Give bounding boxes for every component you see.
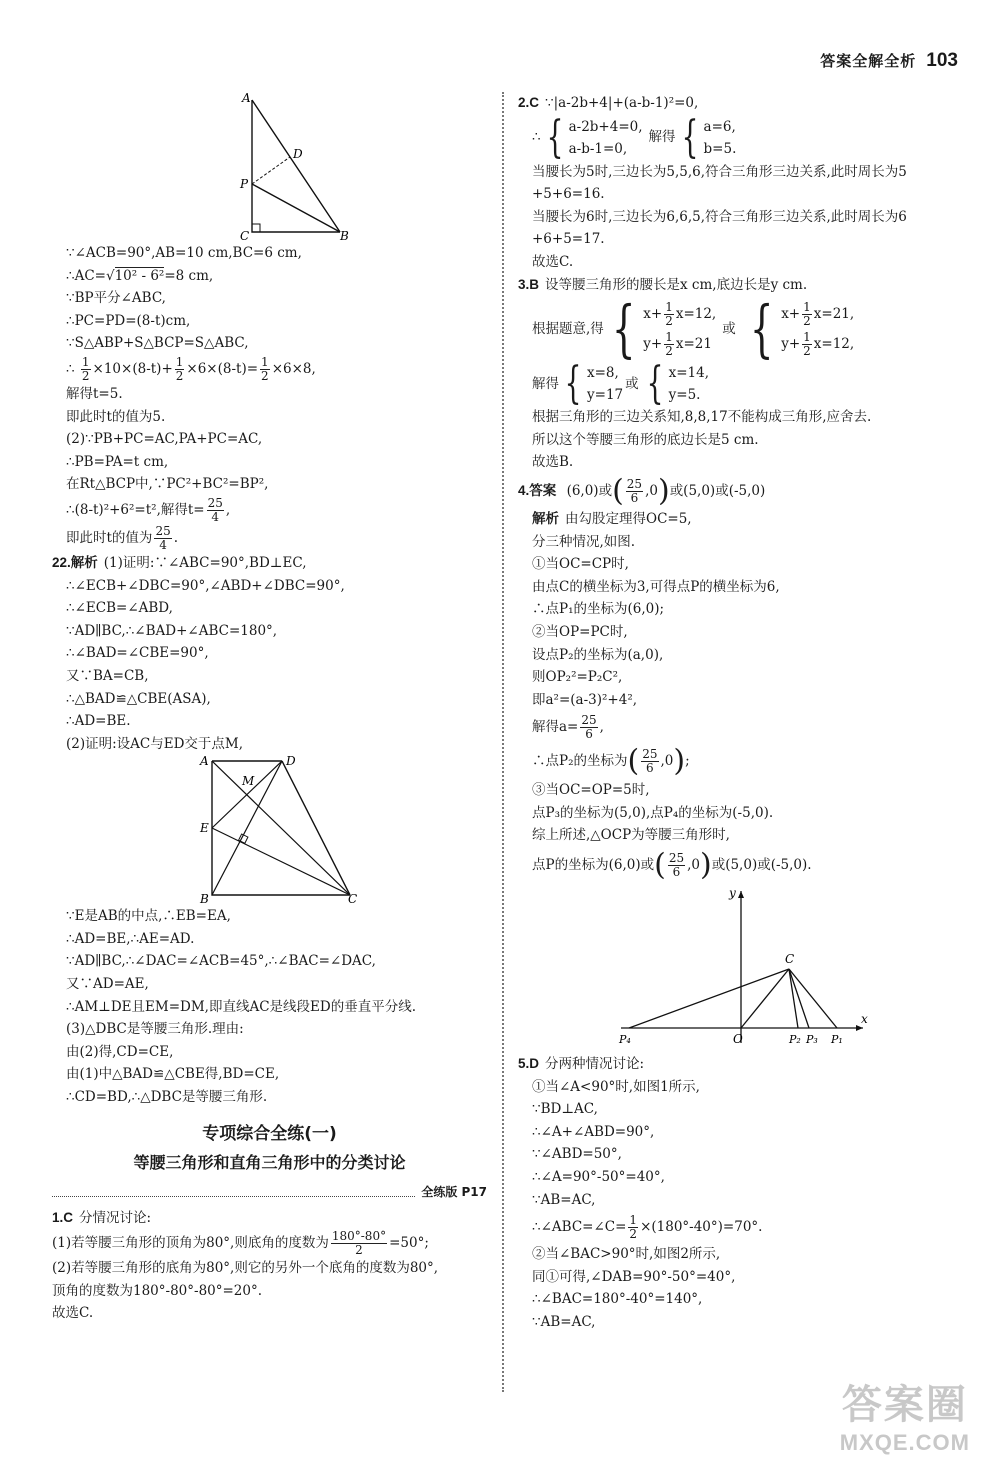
equation-lines: [781, 299, 854, 359]
equation: y=17: [587, 387, 624, 404]
text-line: ∵∠ABD=50°,: [532, 1146, 622, 1163]
text-line: 当腰长为6时,三边长为6,6,5,符合三角形三边关系,此时周长为6: [532, 208, 907, 225]
text-span: x+: [643, 306, 663, 323]
text-line: (2)证明:设AC与ED交于点M,: [66, 735, 244, 752]
fig3-label-p1: P₁: [831, 1033, 843, 1047]
sqrt-sign: √: [105, 267, 115, 284]
fig1-label-b: B: [339, 229, 349, 242]
text-line: +5+6=16.: [532, 186, 605, 203]
text-span: ∴点P₂的坐标为: [532, 753, 628, 770]
text-line: [52, 524, 487, 552]
text-span: (1)若等腰三角形的顶角为80°,则底角的度数为: [52, 1235, 329, 1252]
equation-lines: [643, 299, 716, 359]
fig2-label-m: M: [242, 774, 255, 789]
equation: [781, 299, 854, 329]
equation: a-b-1=0,: [568, 140, 628, 157]
frac-numerator: 25: [155, 523, 171, 538]
frac-numerator: 1: [665, 300, 673, 315]
text-span: ×6×(8-t)=: [186, 360, 259, 377]
text-line: ∵S△ABP+S△BCP=S△ABC,: [66, 335, 249, 352]
text-line: ∵BD⊥AC,: [532, 1101, 598, 1118]
text-line: ∵E是AB的中点,∴EB=EA,: [66, 908, 231, 925]
text-line: ∴AD=BE,∴AE=AD.: [66, 930, 195, 947]
fig3-label-y: y: [729, 886, 736, 901]
fraction: [641, 748, 658, 775]
fig2-label-d: D: [286, 755, 296, 769]
text-line: ②当∠BAC>90°时,如图2所示,: [532, 1246, 721, 1263]
text-line: ∵AD∥BC,∴∠DAC=∠ACB=45°,∴∠BAC=∠DAC,: [66, 953, 376, 970]
frac-denominator: 2: [665, 314, 673, 329]
paren-open: (: [612, 473, 624, 509]
fraction: [802, 331, 812, 358]
frac-denominator: 6: [646, 761, 654, 776]
fraction: [626, 478, 643, 505]
text-span: 或(5,0)或(-5,0).: [711, 857, 812, 874]
section-reference-row: [52, 1181, 487, 1203]
text-span: ∴: [66, 360, 75, 377]
equation: [643, 299, 716, 329]
text-line: 点P₃的坐标为(5,0),点P₄的坐标为(-5,0).: [532, 804, 774, 821]
text-line: [518, 1211, 968, 1243]
text-line: 综上所述,△OCP为等腰三角形时,: [532, 827, 730, 844]
text-span: x=12,: [813, 336, 855, 353]
fraction: [175, 356, 185, 383]
equation: x=14,: [668, 365, 710, 382]
fraction: [81, 356, 91, 383]
brace-icon: {: [546, 111, 563, 163]
text-line: [52, 496, 487, 524]
section-title: 专项综合全练(一): [202, 1123, 337, 1144]
text-line: ①当OC=CP时,: [532, 556, 629, 573]
fig1-label-a: A: [241, 92, 251, 105]
text-line: ∵AB=AC,: [532, 1191, 596, 1208]
text-line: 解得t=5.: [66, 385, 123, 402]
text-line: (2)∵PB+PC=AC,PA+PC=AC,: [66, 431, 263, 448]
text-line: ∴CD=BD,∴△DBC是等腰三角形.: [66, 1089, 268, 1106]
paren-close: ): [699, 847, 712, 883]
frac-denominator: 2: [81, 368, 90, 383]
text-line: (2)若等腰三角形的底角为80°,则它的另外一个底角的度数为80°,: [52, 1260, 439, 1277]
fig3-label-o: O: [733, 1032, 743, 1047]
equation-system: [676, 111, 737, 163]
text-line: ∴∠BAC=180°-40°=140°,: [532, 1291, 703, 1308]
brace-icon: {: [646, 358, 664, 410]
text-span: ∴AC=: [66, 267, 106, 284]
text-line: [518, 358, 968, 410]
fig1-label-d: D: [292, 147, 303, 161]
equation-system: [641, 358, 710, 410]
text-line: 故选C.: [52, 1305, 94, 1322]
equation: [643, 329, 716, 359]
frac-denominator: 2: [355, 1243, 363, 1258]
text-line: ∵AD∥BC,∴∠BAD+∠ABC=180°,: [66, 622, 278, 639]
text-span: 或: [722, 320, 736, 337]
fraction: [802, 301, 812, 328]
text-span: 或: [625, 375, 639, 392]
frac-denominator: 2: [261, 368, 269, 383]
text-span: 解得a=: [532, 719, 579, 736]
equation: a-2b+4=0,: [568, 118, 643, 135]
text-line: ∴AM⊥DE且EM=DM,即直线AC是线段ED的垂直平分线.: [66, 998, 417, 1015]
question-1-line: [52, 1207, 487, 1230]
fig1-label-c: C: [239, 229, 249, 242]
text-line: 根据三角形的三边关系知,8,8,17不能构成三角形,应舍去.: [532, 409, 872, 426]
question-number: 22.解析: [52, 554, 98, 570]
fig2-label-e: E: [200, 821, 209, 836]
equation: a=6,: [703, 118, 736, 135]
fraction: [664, 301, 674, 328]
fraction: [260, 356, 270, 383]
text-line: 在Rt△BCP中,∵PC²+BC²=BP²,: [66, 476, 269, 493]
equation-lines: [587, 362, 623, 406]
text-line: ∴∠BAD=∠CBE=90°,: [66, 645, 209, 662]
text-span: 设等腰三角形的腰长是x cm,底边长是y cm.: [545, 276, 808, 293]
text-span: (1)证明:∵∠ABC=90°,BD⊥EC,: [103, 554, 307, 571]
fraction: [331, 1230, 387, 1257]
question-number: 2.C: [518, 95, 540, 110]
fraction: [664, 331, 674, 358]
brace-icon: {: [681, 111, 698, 163]
fig2-label-b: B: [200, 892, 209, 906]
column-divider: [502, 92, 504, 1392]
section-subtitle: 等腰三角形和直角三角形中的分类讨论: [133, 1152, 406, 1172]
frac-numerator: 1: [803, 330, 811, 345]
text-span: 解得: [532, 375, 559, 392]
fig3-label-p4: P₄: [619, 1033, 631, 1047]
text-span: ×(180°-40°)=70°.: [640, 1219, 763, 1236]
frac-denominator: 2: [629, 1227, 638, 1242]
text-span: ,0: [660, 753, 674, 770]
frac-denominator: 4: [159, 537, 167, 552]
equation-lines: [669, 362, 709, 406]
text-line: ∵BP平分∠ABC,: [66, 290, 166, 307]
text-span: ×6×8,: [271, 360, 316, 377]
text-span: ;: [685, 753, 690, 770]
text-span: ∵|a-2b+4|+(a-b-1)²=0,: [545, 95, 699, 111]
frac-denominator: 2: [175, 368, 184, 383]
equation: b=5.: [703, 140, 737, 157]
frac-numerator: 25: [581, 713, 597, 728]
frac-numerator: 1: [629, 1213, 638, 1228]
text-line: ∴∠A=90°-50°=40°,: [532, 1169, 665, 1186]
fraction: [154, 525, 171, 552]
text-line: 故选B.: [532, 454, 574, 471]
brace-icon: {: [611, 292, 636, 366]
question-number: 3.B: [518, 276, 540, 292]
equation-system: [559, 358, 624, 410]
text-line: ∴△BAD≌△CBE(ASA),: [66, 690, 211, 707]
page-number: 103: [926, 50, 958, 71]
triangle-figure-1: [190, 92, 350, 242]
text-line: ∵∠ACB=90°,AB=10 cm,BC=6 cm,: [66, 245, 302, 261]
frac-numerator: 1: [175, 354, 184, 369]
right-column: [518, 92, 968, 1334]
text-line: 故选C.: [532, 253, 574, 270]
text-line: 即a²=(a-3)²+4²,: [532, 691, 638, 708]
text-line: 顶角的度数为180°-80°-80°=20°.: [52, 1282, 263, 1299]
equation: y=5.: [668, 387, 701, 404]
text-span: =8 cm,: [164, 267, 214, 284]
frac-denominator: 2: [803, 314, 811, 329]
equation-lines: [569, 116, 643, 160]
question-number: 4.答案: [518, 482, 557, 498]
text-span: ∴∠ABC=∠C=: [532, 1219, 627, 1236]
header-title: 答案全解全析: [820, 52, 917, 70]
text-line: ②当OP=PC时,: [532, 623, 628, 640]
paren-close: ): [657, 473, 670, 509]
watermark-url: MXQE.COM: [839, 1430, 970, 1455]
sqrt-content: 10² - 6²: [114, 267, 165, 284]
fig3-label-p3: P₃: [806, 1033, 818, 1047]
text-line: ③当OC=OP=5时,: [532, 782, 650, 799]
text-line: (3)△DBC是等腰三角形.理由:: [66, 1021, 244, 1038]
text-line: 又∵AD=AE,: [66, 976, 149, 993]
text-line: ∴PB=PA=t cm,: [66, 453, 169, 470]
quadrilateral-figure-2: [182, 755, 357, 905]
text-line: [52, 265, 487, 288]
frac-numerator: 25: [207, 495, 223, 510]
analysis-label: 解析: [532, 510, 559, 526]
text-span: ∴: [532, 129, 541, 146]
fraction: [207, 497, 224, 524]
text-line: 则OP₂²=P₂C²,: [532, 669, 623, 686]
fig3-label-p2: P₂: [789, 1033, 801, 1047]
question-22-line: [52, 552, 487, 575]
text-line: [518, 847, 968, 883]
text-line: [518, 111, 968, 163]
text-line: [518, 292, 968, 366]
coordinate-figure-3: [613, 883, 873, 1053]
text-span: .: [173, 529, 179, 546]
text-span: x=21,: [813, 306, 855, 323]
text-span: ∴(8-t)²+6²=t²,解得t=: [66, 501, 205, 518]
text-span: y+: [643, 336, 663, 353]
text-span: 点P的坐标为(6,0)或: [532, 857, 655, 874]
frac-numerator: 25: [642, 747, 658, 762]
text-line: [518, 508, 968, 531]
text-span: 或(5,0)或(-5,0): [669, 482, 766, 499]
frac-numerator: 1: [665, 330, 673, 345]
frac-denominator: 6: [672, 865, 681, 880]
brace-icon: {: [564, 358, 582, 410]
text-line: ∴∠A+∠ABD=90°,: [532, 1123, 655, 1140]
equation-system: [541, 111, 643, 163]
equation-system: [742, 292, 855, 366]
left-column: [52, 92, 487, 1325]
fraction: [628, 1214, 638, 1241]
text-span: y+: [781, 336, 801, 353]
text-span: 由勾股定理得OC=5,: [565, 510, 692, 527]
paren-close: ): [673, 743, 686, 779]
text-line: 设点P₂的坐标为(a,0),: [532, 646, 664, 663]
question-3-line: [518, 274, 968, 297]
text-span: 分情况讨论:: [79, 1209, 152, 1226]
text-line: 由点C的横坐标为3,可得点P的横坐标为6,: [532, 578, 780, 595]
watermark-logo: [840, 1373, 970, 1456]
text-span: 分两种情况讨论:: [545, 1056, 645, 1073]
section-reference: 全练版 P17: [421, 1185, 487, 1200]
text-line: ∴∠ECB=∠ABD,: [66, 600, 173, 617]
text-line: [518, 743, 968, 779]
question-number: 1.C: [52, 1209, 74, 1225]
watermark-text: 答案圈: [841, 1382, 968, 1428]
fraction: [580, 714, 597, 741]
text-line: 分三种情况,如图.: [532, 533, 636, 550]
question-number: 5.D: [518, 1056, 540, 1072]
text-line: ∴点P₁的坐标为(6,0);: [532, 601, 665, 618]
question-4-line: [518, 474, 968, 508]
frac-numerator: 180°-80°: [331, 1229, 387, 1244]
fig2-label-c: C: [348, 892, 357, 906]
text-line: ∵AB=AC,: [532, 1314, 596, 1330]
page-header: [820, 50, 958, 74]
text-span: ,: [225, 501, 231, 518]
text-line: 由(2)得,CD=CE,: [66, 1043, 174, 1060]
text-line: 当腰长为5时,三边长为5,5,6,符合三角形三边关系,此时周长为5: [532, 163, 907, 180]
text-line: ∴PC=PD=(8-t)cm,: [66, 312, 191, 329]
text-span: ,0: [687, 857, 700, 874]
text-line: [518, 711, 968, 743]
text-line: 由(1)中△BAD≌△CBE得,BD=CE,: [66, 1066, 280, 1083]
fig1-label-p: P: [239, 177, 248, 191]
frac-numerator: 1: [261, 354, 269, 369]
text-span: =50°;: [389, 1235, 429, 1252]
text-span: x=21: [675, 336, 712, 353]
equation-system: [604, 292, 717, 366]
text-line: [52, 1229, 487, 1257]
fig3-label-x: x: [861, 1012, 868, 1027]
text-line: ①当∠A<90°时,如图1所示,: [532, 1078, 700, 1095]
frac-denominator: 6: [630, 490, 639, 505]
text-span: 即此时t的值为: [66, 529, 153, 546]
text-span: x+: [781, 306, 801, 323]
frac-numerator: 25: [668, 851, 685, 866]
text-line: +6+5=17.: [532, 231, 605, 248]
text-span: ×10×(8-t)+: [92, 360, 173, 377]
frac-numerator: 25: [626, 476, 643, 491]
frac-numerator: 1: [803, 300, 811, 315]
text-span: x=12,: [675, 306, 717, 323]
text-line: ∴∠ECB+∠DBC=90°,∠ABD+∠DBC=90°,: [66, 577, 345, 594]
question-5-line: [518, 1053, 968, 1076]
text-line: 又∵BA=CB,: [66, 667, 149, 684]
fig2-label-a: A: [200, 755, 209, 769]
equation: x=8,: [587, 365, 619, 382]
text-span: 解得: [648, 129, 676, 146]
text-line: ∴AD=BE.: [66, 713, 131, 730]
equation-lines: [704, 116, 737, 160]
text-span: ,: [599, 719, 604, 736]
frac-numerator: 1: [81, 354, 90, 369]
brace-icon: {: [749, 292, 774, 366]
fig3-label-c: C: [785, 952, 795, 967]
fraction: [668, 852, 685, 879]
text-line: [52, 355, 487, 383]
text-line: 同①可得,∠DAB=90°-50°=40°,: [532, 1268, 736, 1285]
text-span: (6,0)或: [566, 482, 613, 499]
frac-denominator: 4: [211, 509, 220, 524]
frac-denominator: 2: [665, 344, 673, 359]
text-span: ,0: [645, 482, 658, 499]
paren-open: (: [627, 743, 640, 779]
equation: [781, 329, 854, 359]
dotted-leader: [52, 1186, 415, 1197]
frac-denominator: 2: [803, 344, 811, 359]
question-2-line: [518, 92, 968, 115]
text-span: 根据题意,得: [532, 320, 604, 337]
paren-open: (: [654, 847, 666, 883]
frac-denominator: 6: [585, 727, 593, 742]
text-line: 所以这个等腰三角形的底边长是5 cm.: [532, 431, 759, 448]
text-line: 即此时t的值为5.: [66, 408, 166, 425]
